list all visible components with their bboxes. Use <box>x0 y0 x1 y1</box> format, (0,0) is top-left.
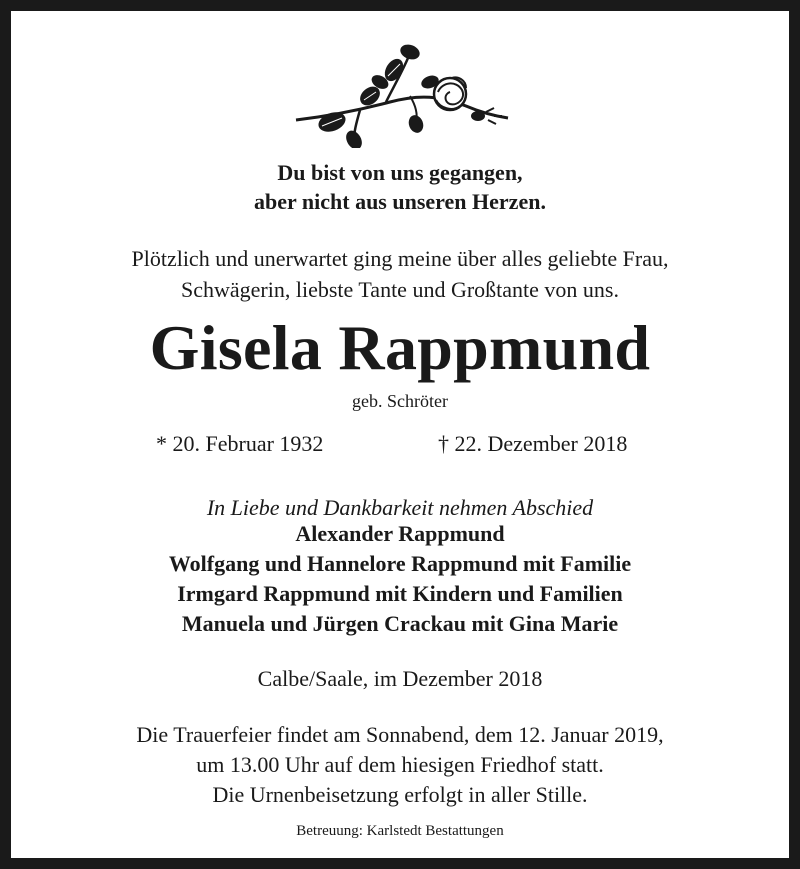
mourner: Manuela und Jürgen Crackau mit Gina Marie <box>181 611 619 636</box>
obituary-notice <box>22 22 778 847</box>
intro-line: Schwägerin, liebste Tante und Großtante von uns. <box>181 277 619 302</box>
rose-branch-icon <box>290 36 512 148</box>
intro-text <box>22 243 778 305</box>
maiden-name: geb. Schröter <box>352 391 448 411</box>
undertaker-credit: Betreuung: Karlstedt Bestattungen <box>296 823 504 839</box>
funeral-line: Die Urnenbeisetzung erfolgt in aller Stille. <box>212 782 588 807</box>
deceased-name: Gisela Rappmund <box>149 312 651 383</box>
mourner: Alexander Rappmund <box>295 521 505 546</box>
farewell-line: In Liebe und Dankbarkeit nehmen Abschied <box>206 495 594 520</box>
motto <box>22 158 778 216</box>
funeral-line: um 13.00 Uhr auf dem hiesigen Friedhof statt. <box>196 752 604 777</box>
motto-line: aber nicht aus unseren Herzen. <box>254 189 546 214</box>
mourner: Wolfgang und Hannelore Rappmund mit Familie <box>168 551 632 576</box>
intro-line: Plötzlich und unerwartet ging meine über alles geliebte Frau, <box>131 246 669 271</box>
funeral-line: Die Trauerfeier findet am Sonnabend, dem 12. Januar 2019, <box>136 722 664 747</box>
mourner: Irmgard Rappmund mit Kindern und Familien <box>177 581 623 606</box>
mourners-list <box>22 519 778 639</box>
death-date: † 22. Dezember 2018 <box>438 431 628 456</box>
birth-date: * 20. Februar 1932 <box>156 431 324 456</box>
funeral-info <box>22 720 778 810</box>
motto-line: Du bist von uns gegangen, <box>277 160 523 185</box>
place-date: Calbe/Saale, im Dezember 2018 <box>257 666 543 691</box>
